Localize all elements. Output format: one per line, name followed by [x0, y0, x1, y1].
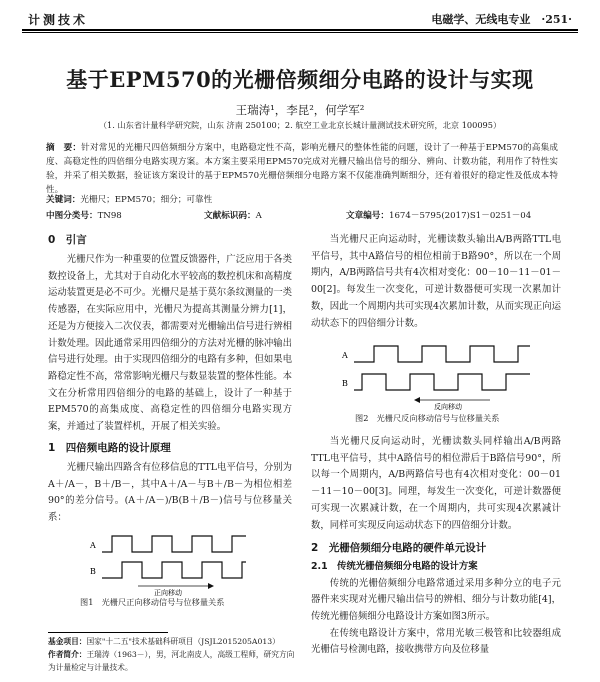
footnote-fund: 基金项目：国家"十二五"技术基础科研项目（JSJL2015205A013） [48, 637, 280, 646]
running-header-section-page: 电磁学、无线电专业 ·251· [431, 13, 572, 26]
fig2-arrow-head [414, 397, 420, 403]
fig1-label-a: A [90, 541, 96, 550]
heading-section-2-1: 2.1 传统光栅倍频细分电路的设计方案 [311, 560, 478, 572]
footnote [48, 635, 298, 674]
running-header-journal: 计测技术 [28, 13, 89, 27]
figure-1-waveform [88, 526, 258, 596]
abstract-text: 针对常见的光栅尺四倍频细分方案中，电路稳定性不高，影响光栅尺的整体性能的问题，设计了一种基于EPM570的高集成度、高稳定性的四倍细分电路实现方案。本方案主要采用EPM570完成对光栅尺输出信号的细分、辨向、计数功能，利用作了特性实验，并采了相关数据，验证该方案设计的基于EPM570光栅倍频细分电路方案不仅能准确判断细分，还有着很好的稳定性及低成本特性。 [46, 143, 558, 195]
header-rule-thick [22, 29, 578, 31]
fig2-signal-a [354, 346, 530, 362]
keywords-text: 光栅尺；EPM570；细分；可靠性 [80, 195, 213, 205]
right-paragraph-1: 当光栅尺正向运动时，光栅读数头输出A/B两路TTL电平信号，其中A路信号的相位相前于B路90°，所以在一个周期内，A/B两路信号共有4次相对变化：00－10－11－01－00[2]。每发生一次变化，可逆计数器便可实现一次累加计数，因此一个周期内共可实现4次累加计数，从而实现正向运动状态下的四倍细分计数。 [311, 234, 561, 329]
figure-2-caption: 图2 光栅尺反向移动信号与位移量关系 [355, 413, 500, 423]
paper-authors: 王瑞涛¹，李昆²，何学军² [235, 103, 365, 117]
right-paragraph-3: 传统的光栅倍频细分电路常通过采用多种分立的电子元器件来实现对光栅尺输出信号的辨相、细分与计数功能[4]，传统光栅倍频细分电路设计方案如图3所示。 [311, 577, 561, 623]
keywords-label: 关键词： [46, 195, 81, 205]
fig1-axis-label: 正向移动 [154, 589, 182, 596]
right-paragraph-4: 在传统电路设计方案中，常用光敏三极管和比较器组成光栅信号检测电路，接收携带方向及位移量 [311, 627, 561, 656]
abstract [46, 141, 558, 197]
heading-introduction: 0 引言 [48, 234, 87, 246]
fig1-arrow-head [208, 583, 214, 589]
clc-number: 中图分类号：TN98 [46, 211, 122, 221]
fig2-label-a: A [342, 351, 348, 360]
fig2-signal-b [354, 374, 530, 390]
document-code: 文献标识码：A [204, 211, 262, 221]
figure-1-caption: 图1 光栅尺正向移动信号与位移量关系 [80, 597, 225, 607]
fig2-axis-label: 反向移动 [434, 403, 462, 410]
heading-section-2: 2 光栅倍频细分电路的硬件单元设计 [311, 542, 487, 555]
fig2-label-b: B [342, 379, 348, 388]
heading-section-1: 1 四倍频电路的设计原理 [48, 442, 171, 454]
intro-paragraph: 光栅尺作为一种重要的位置反馈器件，广泛应用于各类数控设备上，尤其对于自动化水平较高的数控机床和高精度运动装置更是必不可少。光栅尺是基于莫尔条纹测量的一类传感器，在实际应用中，光栅尺为提高其测量分辨力[1]，还是为方便接入二次仪表，都需要对光栅输出信号进行辨相计数处理。因此通常采用四倍细分的方法对光栅的脉冲输出信号进行处理。由于实现四倍细分的电路有多种，但如果电路稳定性不高，常常影响光栅尺与数显装置的整体性能。本文在分析常用四倍细分的电路的基础上，设计了一种基于EPM570的高集成度、高稳定性的四倍细分电路实现方案，并通过了装置样机，开展了相关实验。 [48, 254, 292, 433]
keywords [46, 193, 558, 205]
fig1-label-b: B [90, 567, 96, 576]
fig1-signal-b [102, 562, 246, 578]
section-1-paragraph: 光栅尺输出四路含有位移信息的TTL电平信号，分别为A＋/A－，B＋/B－，其中A＋/A－与B＋/B－为相位相差90°的差分信号。(A＋/A－)/B(B＋/B－)信号与位移量关系： [48, 462, 292, 524]
fig1-signal-a [102, 536, 246, 552]
figure-2-waveform [340, 338, 540, 410]
footnote-author: 作者简介：王瑞涛（1963－），男，河北南皮人，高级工程师，研究方向为计量检定与计量技术。 [48, 650, 295, 672]
paper-affiliation: （1. 山东省计量科学研究院，山东 济南 250100；2. 航空工业北京长城计量测试技术研究所，北京 100095） [98, 120, 502, 130]
article-number: 文章编号：1674－5795(2017)S1－0251－04 [346, 211, 532, 221]
abstract-label: 摘 要： [46, 143, 82, 153]
paper-title: 基于EPM570的光栅倍频细分电路的设计与实现 [66, 67, 534, 92]
footnote-rule [48, 632, 168, 633]
right-lower-column [311, 434, 561, 659]
right-paragraph-2: 当光栅尺反向运动时，光栅读数头同样输出A/B两路TTL电平信号，其中A路信号的相位滞后于B路信号90°，所以每一个周期内，A/B两路信号也有4次相对变化：00－01－11－10－00[3]。同理，每发生一次变化，可逆计数器便可实现一次累减计数，在一个周期内，共可实现4次累减计数，同样可实现反向运动状态下的四倍细分计数。 [311, 436, 561, 531]
header-rule-thin [22, 32, 578, 33]
